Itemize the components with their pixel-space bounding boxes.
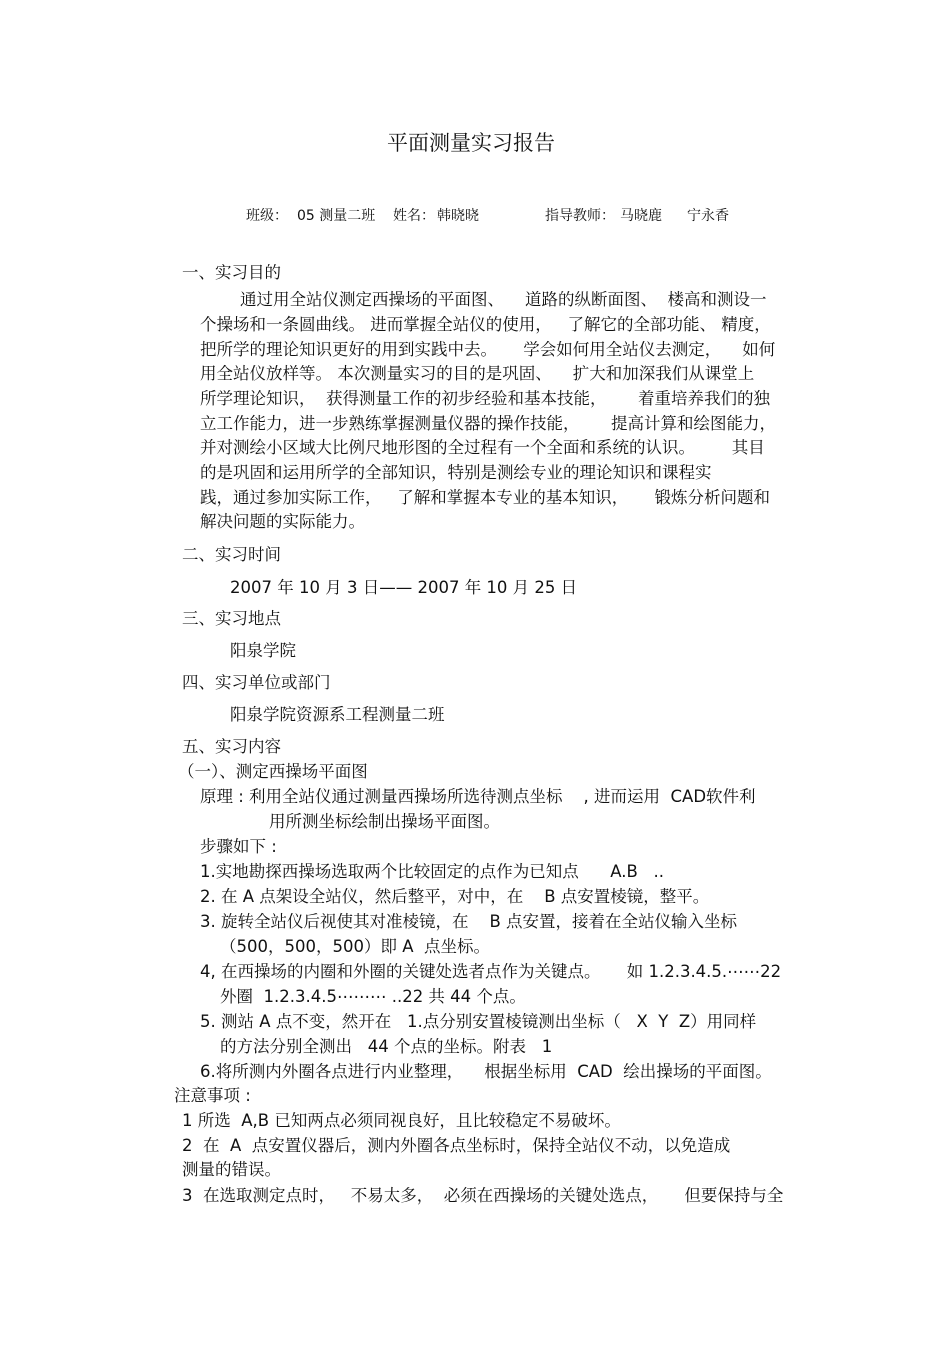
- page-title: 平面测量实习报告: [387, 131, 555, 155]
- paragraph-line: 个操场和一条圆曲线。 进而掌握全站仪的使用， 了解它的全部功能、 精度，: [200, 315, 771, 334]
- section-value: 阳泉学院: [230, 641, 296, 660]
- section-heading: 二、实习时间: [182, 545, 281, 564]
- note-line: 测量的错误。: [182, 1160, 281, 1179]
- name-value: 韩晓晓: [437, 208, 479, 224]
- paragraph-line: 解决问题的实际能力。: [200, 512, 365, 531]
- step-line: 1.实地勘探西操场选取两个比较固定的点作为已知点 A.B ..: [200, 862, 664, 881]
- paragraph-line: 并对测绘小区域大比例尺地形图的全过程有一个全面和系统的认识。 其目: [200, 438, 765, 457]
- paragraph-line: 通过用全站仪测定西操场的平面图、 道路的纵断面图、 楼高和测设一: [240, 290, 767, 309]
- section-heading: 一、实习目的: [182, 263, 281, 282]
- note-line: 1 所选 A,B 已知两点必须同视良好，且比较稳定不易破坏。: [182, 1111, 621, 1130]
- section-heading: 五、实习内容: [182, 737, 281, 756]
- step-line: （500，500，500）即 A 点坐标。: [220, 937, 491, 956]
- class-value: 05 测量二班: [297, 208, 376, 224]
- advisor-label: 指导教师：: [545, 208, 615, 224]
- paragraph-line: 用全站仪放样等。 本次测量实习的目的是巩固、 扩大和加深我们从课堂上: [200, 364, 755, 383]
- subsection-heading: （一）、测定西操场平面图: [178, 762, 368, 781]
- paragraph-line: 的是巩固和运用所学的全部知识，特别是测绘专业的理论知识和课程实: [200, 463, 712, 482]
- steps-heading: 步骤如下 :: [200, 837, 277, 856]
- notes-heading: 注意事项 :: [174, 1086, 251, 1105]
- paragraph-line: 把所学的理论知识更好的用到实践中去。 学会如何用全站仪去测定， 如何: [200, 340, 776, 359]
- advisor-name-1: 马晓鹿: [620, 208, 662, 224]
- section-value: 2007 年 10 月 3 日—— 2007 年 10 月 25 日: [230, 578, 578, 597]
- section-heading: 四、实习单位或部门: [182, 673, 331, 692]
- paragraph-line: 所学理论知识， 获得测量工作的初步经验和基本技能， 着重培养我们的独: [200, 389, 770, 408]
- note-line: 3 在选取测定点时， 不易太多， 必须在西操场的关键处选点， 但要保持与全: [182, 1186, 784, 1205]
- step-line: 的方法分别全测出 44 个点的坐标。附表 1: [220, 1037, 553, 1056]
- step-line: 3. 旋转全站仪后视使其对准棱镜，在 B 点安置，接着在全站仪输入坐标: [200, 912, 738, 931]
- step-line: 2. 在 A 点架设全站仪，然后整平，对中，在 B 点安置棱镜，整平。: [200, 887, 710, 906]
- step-line: 5. 测站 A 点不变，然开在 1.点分别安置棱镜测出坐标（ X Y Z）用同样: [200, 1012, 757, 1031]
- class-label: 班级：: [246, 208, 288, 224]
- name-label: 姓名：: [393, 208, 435, 224]
- paragraph-line: 践，通过参加实际工作， 了解和掌握本专业的基本知识， 锻炼分析问题和: [200, 488, 770, 507]
- principle-line: 原理 : 利用全站仪通过测量西操场所选待测点坐标 , 进而运用 CAD软件利: [200, 787, 756, 806]
- step-line: 4, 在西操场的内圈和外圈的关键处选者点作为关键点。 如 1.2.3.4.5.⋯⋯22: [200, 962, 782, 981]
- section-value: 阳泉学院资源系工程测量二班: [230, 705, 445, 724]
- note-line: 2 在 A 点安置仪器后，测内外圈各点坐标时，保持全站仪不动，以免造成: [182, 1136, 731, 1155]
- principle-line: 用所测坐标绘制出操场平面图。: [269, 812, 500, 831]
- advisor-name-2: 宁永香: [687, 208, 729, 224]
- paragraph-line: 立工作能力，进一步熟练掌握测量仪器的操作技能， 提高计算和绘图能力，: [200, 414, 776, 433]
- section-heading: 三、实习地点: [182, 609, 281, 628]
- step-line: 6.将所测内外圈各点进行内业整理， 根据坐标用 CAD 绘出操场的平面图。: [200, 1062, 772, 1081]
- step-line: 外圈 1.2.3.4.5⋯⋯⋯ ..22 共 44 个点。: [220, 987, 526, 1006]
